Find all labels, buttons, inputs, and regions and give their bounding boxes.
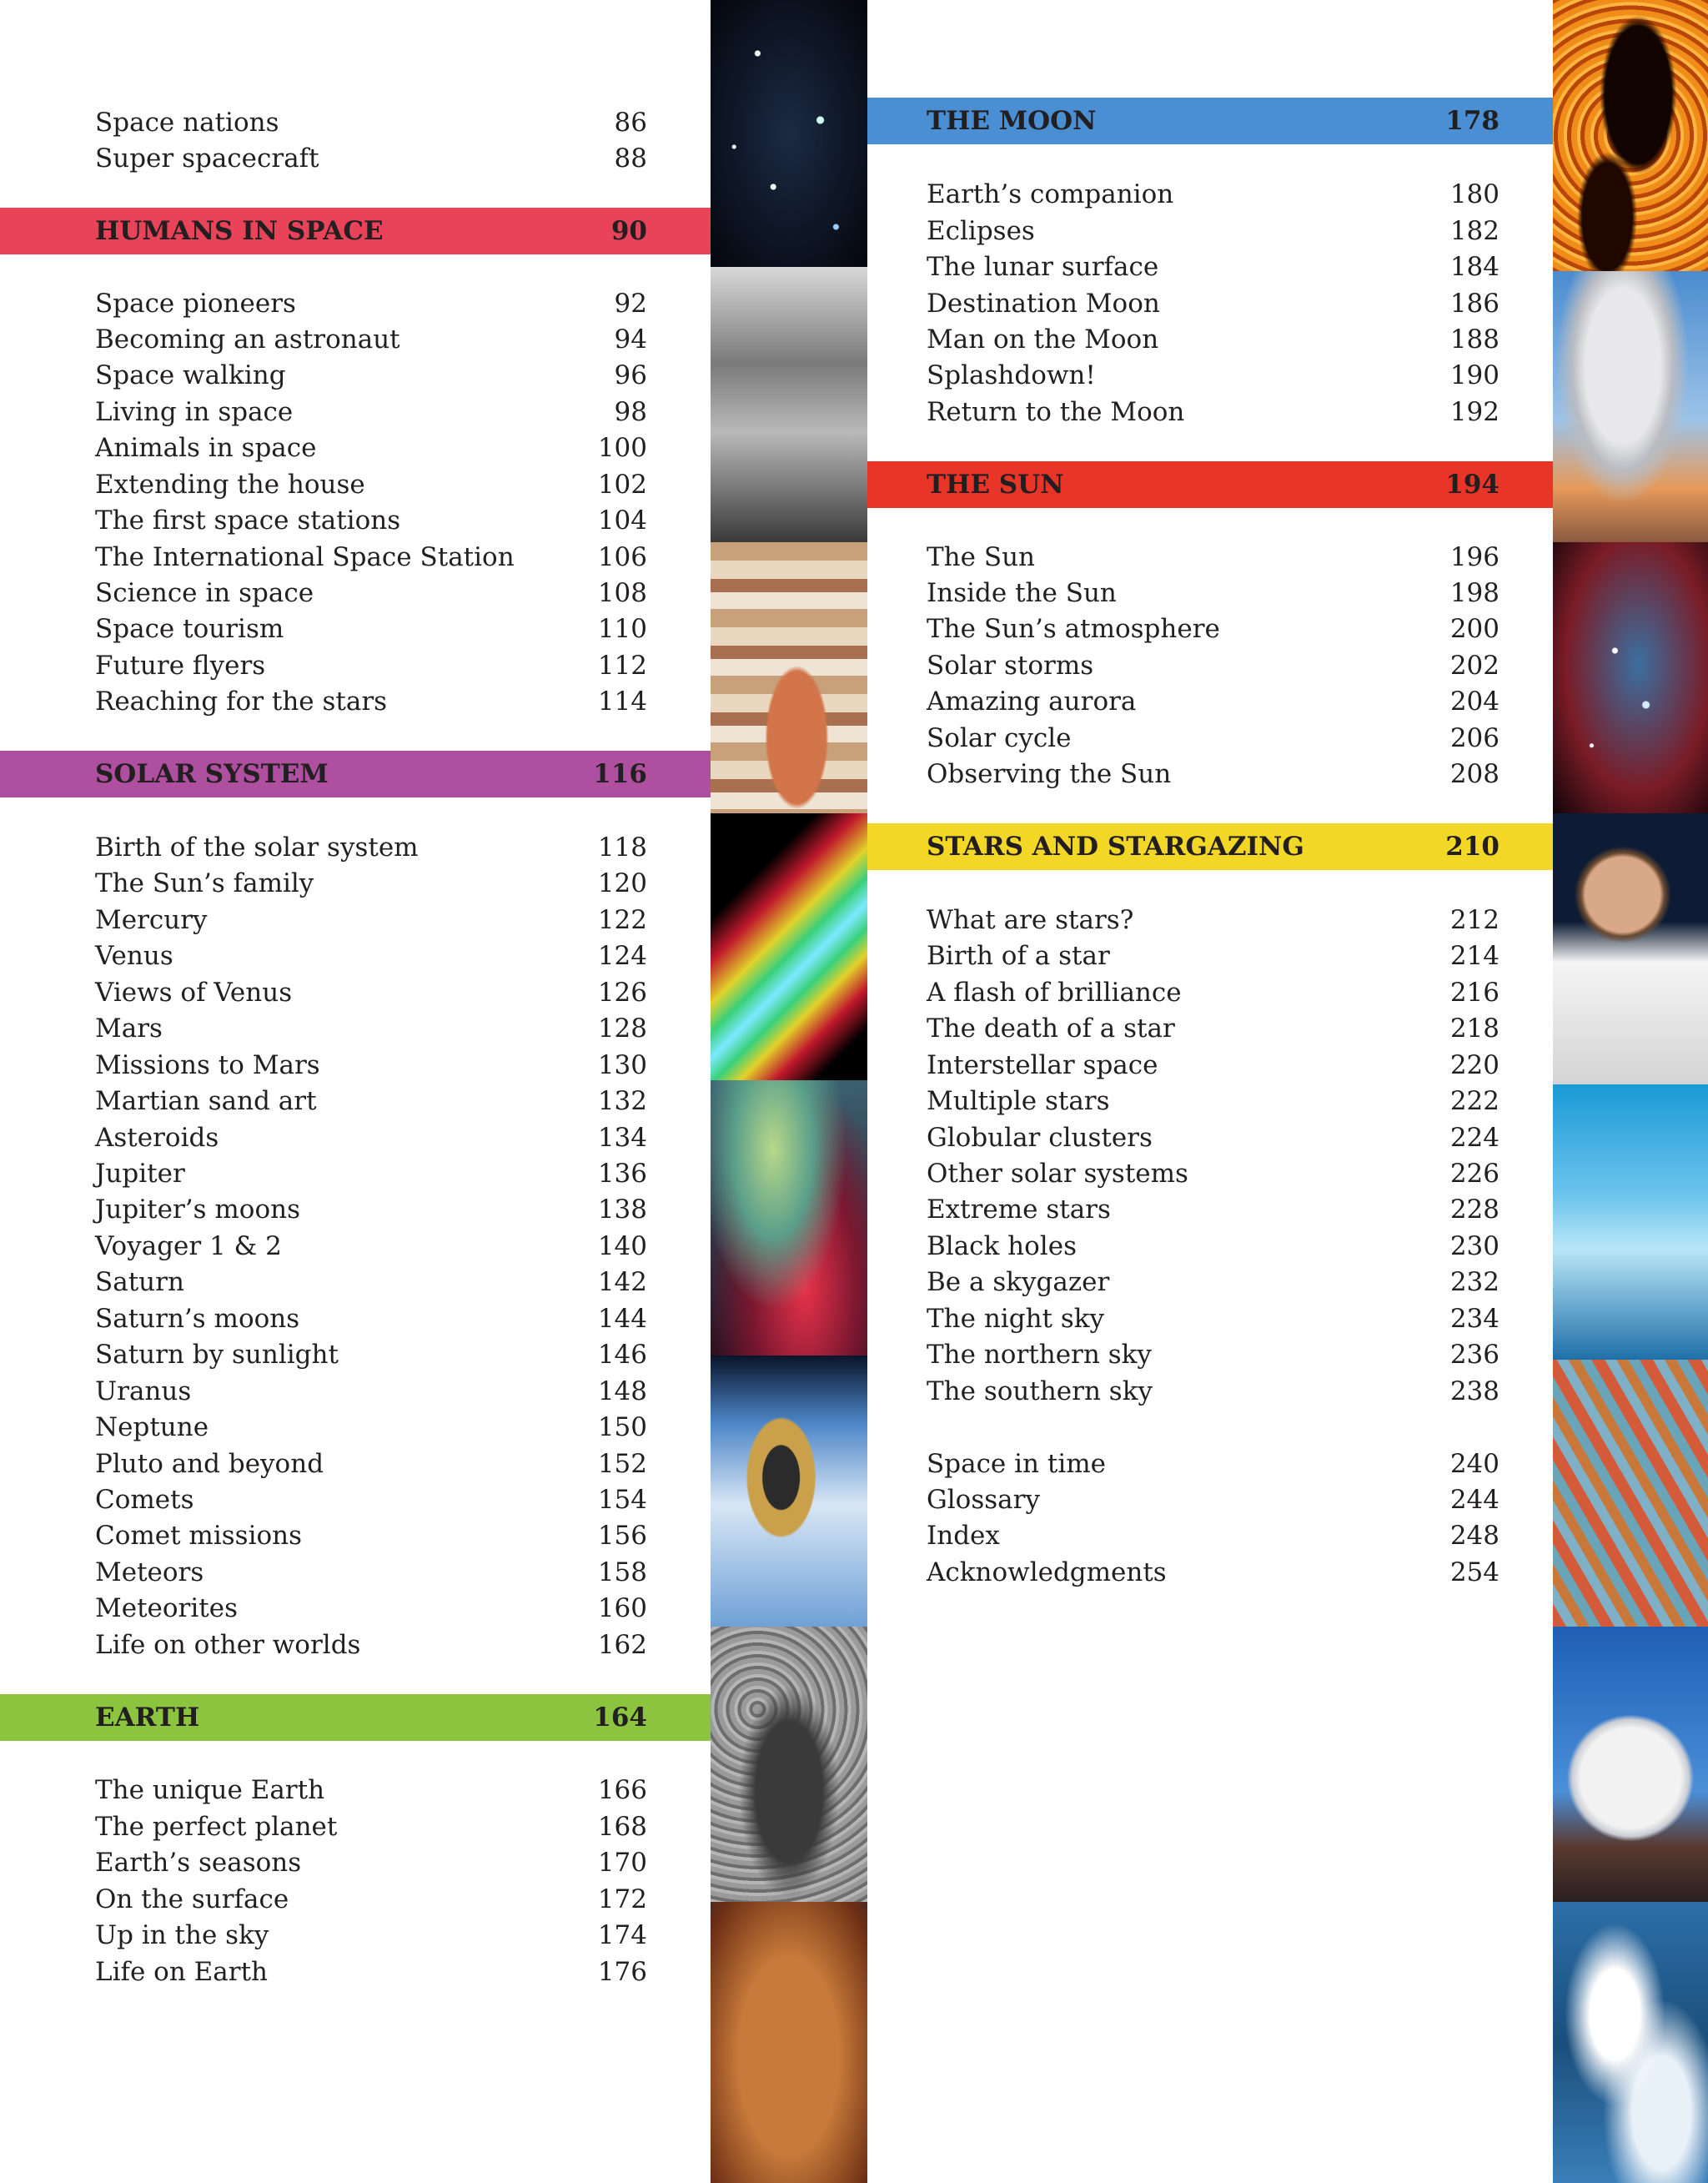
toc-entry[interactable]	[95, 1627, 647, 1663]
toc-entry[interactable]	[95, 576, 647, 611]
toc-entry[interactable]	[927, 1446, 1500, 1482]
toc-entry[interactable]	[95, 1410, 647, 1446]
entry-title: Man on the Moon	[927, 324, 1159, 355]
entry-page: 148	[597, 1376, 647, 1406]
entry-page: 96	[614, 360, 647, 390]
earth-surface-terrain-image	[1553, 1360, 1708, 1627]
entry-page: 110	[597, 614, 647, 644]
toc-entry[interactable]	[927, 358, 1500, 394]
entry-page: 128	[597, 1014, 647, 1044]
toc-entry[interactable]	[95, 1265, 647, 1300]
section-page: 210	[1445, 832, 1500, 862]
toc-entry[interactable]	[927, 249, 1500, 285]
entry-page: 120	[597, 868, 647, 898]
toc-entry[interactable]	[95, 1084, 647, 1119]
entry-page: 218	[1449, 1014, 1500, 1044]
entry-page: 102	[597, 470, 647, 500]
section-title: THE SUN	[927, 470, 1064, 500]
toc-entry[interactable]	[95, 1773, 647, 1808]
entry-title: Mercury	[95, 905, 208, 935]
sunspots-image	[1553, 0, 1708, 271]
entry-page: 190	[1449, 360, 1500, 390]
toc-entry[interactable]	[95, 1591, 647, 1627]
star-cluster-image	[711, 0, 867, 267]
entry-title: Earth’s seasons	[95, 1848, 302, 1878]
toc-entry[interactable]	[95, 684, 647, 720]
toc-entry[interactable]	[95, 286, 647, 322]
toc-entry[interactable]	[95, 648, 647, 684]
toc-entry[interactable]	[95, 358, 647, 394]
entry-title: Science in space	[95, 578, 314, 608]
toc-entry[interactable]	[927, 177, 1500, 213]
entry-page: 182	[1449, 216, 1500, 246]
entry-page: 142	[597, 1267, 647, 1297]
entry-title: Jupiter’s moons	[95, 1195, 300, 1225]
entry-page: 112	[597, 651, 647, 681]
toc-entry[interactable]	[927, 648, 1500, 684]
entry-page: 186	[1449, 289, 1500, 319]
toc-entry[interactable]	[95, 1192, 647, 1228]
entry-title: Index	[927, 1521, 1000, 1551]
entry-page: 206	[1449, 723, 1500, 753]
entry-page: 236	[1449, 1340, 1500, 1370]
toc-entry[interactable]	[927, 322, 1500, 358]
toc-entry[interactable]	[95, 1954, 647, 1990]
entry-page: 138	[597, 1195, 647, 1225]
entry-title: The lunar surface	[927, 252, 1159, 282]
toc-entry[interactable]	[95, 611, 647, 647]
entry-title: Life on other worlds	[95, 1630, 361, 1660]
toc-entry[interactable]	[95, 540, 647, 576]
entry-title: Interstellar space	[927, 1050, 1158, 1080]
toc-entry[interactable]	[927, 1011, 1500, 1047]
section-title: HUMANS IN SPACE	[95, 216, 384, 246]
entry-title: Acknowledgments	[927, 1557, 1167, 1587]
entry-title: Life on Earth	[95, 1957, 269, 1987]
entry-title: Space walking	[95, 360, 286, 390]
toc-entry[interactable]	[95, 395, 647, 430]
toc-entry[interactable]	[927, 1265, 1500, 1300]
entry-title: Voyager 1 & 2	[95, 1231, 282, 1261]
section-page: 90	[610, 216, 647, 246]
section-header-humans-in-space[interactable]	[0, 208, 711, 254]
entry-title: Space nations	[95, 108, 279, 138]
toc-entry[interactable]	[927, 1518, 1500, 1554]
entry-title: Becoming an astronaut	[95, 324, 400, 355]
toc-entry[interactable]	[95, 1518, 647, 1554]
entry-title: Views of Venus	[95, 978, 293, 1008]
toc-entry[interactable]	[927, 1301, 1500, 1337]
entry-page: 158	[597, 1557, 647, 1587]
entry-title: Meteorites	[95, 1593, 238, 1623]
entry-title: Saturn	[95, 1267, 184, 1297]
entry-page: 180	[1449, 179, 1500, 209]
entry-page: 238	[1449, 1376, 1500, 1406]
entry-page: 214	[1449, 941, 1500, 971]
entry-page: 92	[614, 289, 647, 319]
entry-title: The Sun’s atmosphere	[927, 614, 1220, 644]
toc-entry[interactable]	[95, 975, 647, 1011]
entry-title: Splashdown!	[927, 360, 1096, 390]
entry-page: 106	[597, 542, 647, 572]
entry-page: 146	[597, 1340, 647, 1370]
entry-title: Destination Moon	[927, 289, 1160, 319]
entry-page: 230	[1449, 1231, 1500, 1261]
entry-title: Living in space	[95, 397, 294, 427]
entry-title: Jupiter	[95, 1159, 185, 1189]
entry-title: Glossary	[927, 1485, 1040, 1515]
entry-title: Birth of the solar system	[95, 832, 419, 863]
entry-title: Comet missions	[95, 1521, 303, 1551]
entry-title: Earth’s companion	[927, 179, 1174, 209]
entry-title: A flash of brilliance	[927, 978, 1182, 1008]
toc-entry[interactable]	[95, 1374, 647, 1410]
entry-page: 136	[597, 1159, 647, 1189]
entry-title: Observing the Sun	[927, 759, 1172, 789]
entry-title: Multiple stars	[927, 1086, 1110, 1116]
toc-entry[interactable]	[927, 540, 1500, 576]
entry-title: Animals in space	[95, 433, 317, 463]
toc-entry[interactable]	[95, 141, 647, 177]
section-header-solar-system[interactable]	[0, 751, 711, 797]
entry-page: 104	[597, 506, 647, 536]
toc-entry[interactable]	[927, 721, 1500, 757]
entry-page: 244	[1449, 1485, 1500, 1515]
toc-entry[interactable]	[927, 1156, 1500, 1192]
entry-title: Space in time	[927, 1449, 1106, 1479]
earth-clouds-from-space-image	[1553, 1902, 1708, 2183]
toc-entry[interactable]	[927, 576, 1500, 611]
toc-entry[interactable]	[95, 105, 647, 141]
image-strip-right	[1553, 0, 1708, 2183]
entry-title: Saturn by sunlight	[95, 1340, 339, 1370]
entry-page: 188	[1449, 324, 1500, 355]
entry-title: Space tourism	[95, 614, 284, 644]
entry-title: Extreme stars	[927, 1195, 1111, 1225]
toc-entry[interactable]	[95, 322, 647, 358]
section-page: 194	[1445, 470, 1500, 500]
toc-entry[interactable]	[95, 903, 647, 938]
entry-page: 220	[1449, 1050, 1500, 1080]
entry-page: 240	[1449, 1449, 1500, 1479]
jupiter-great-red-spot-image	[711, 542, 867, 813]
entry-title: Be a skygazer	[927, 1267, 1110, 1297]
entry-title: Martian sand art	[95, 1086, 317, 1116]
entry-page: 196	[1449, 542, 1500, 572]
section-title: SOLAR SYSTEM	[95, 759, 329, 789]
entry-page: 170	[597, 1848, 647, 1878]
entry-page: 200	[1449, 614, 1500, 644]
toc-entry[interactable]	[927, 611, 1500, 647]
section-page: 164	[593, 1703, 647, 1733]
entry-page: 166	[597, 1775, 647, 1805]
entry-page: 184	[1449, 252, 1500, 282]
observatory-dome-image	[1553, 1627, 1708, 1902]
entry-title: Solar storms	[927, 651, 1094, 681]
entry-page: 98	[614, 397, 647, 427]
star-cluster-nebula-image	[1553, 542, 1708, 813]
entry-page: 94	[614, 324, 647, 355]
toc-entry[interactable]	[927, 975, 1500, 1011]
entry-page: 126	[597, 978, 647, 1008]
entry-page: 124	[597, 941, 647, 971]
entry-page: 160	[597, 1593, 647, 1623]
image-strip-left	[711, 0, 867, 2183]
entry-page: 226	[1449, 1159, 1500, 1189]
entry-page: 192	[1449, 397, 1500, 427]
entry-page: 100	[597, 433, 647, 463]
entry-page: 208	[1449, 759, 1500, 789]
entry-page: 172	[597, 1884, 647, 1914]
entry-page: 88	[614, 143, 647, 174]
entry-page: 204	[1449, 687, 1500, 717]
toc-entry[interactable]	[927, 684, 1500, 720]
entry-page: 228	[1449, 1195, 1500, 1225]
section-header-the-moon[interactable]	[867, 98, 1553, 144]
toc-entry[interactable]	[95, 1048, 647, 1084]
astronaut-portrait-image	[1553, 813, 1708, 1084]
toc-entry[interactable]	[927, 286, 1500, 322]
entry-title: Mars	[95, 1014, 163, 1044]
entry-page: 108	[597, 578, 647, 608]
section-title: THE MOON	[927, 106, 1097, 136]
toc-entry[interactable]	[927, 1337, 1500, 1373]
entry-page: 222	[1449, 1086, 1500, 1116]
entry-page: 144	[597, 1304, 647, 1334]
toc-entry[interactable]	[95, 430, 647, 466]
toc-entry[interactable]	[927, 1555, 1500, 1591]
entry-page: 154	[597, 1485, 647, 1515]
entry-page: 130	[597, 1050, 647, 1080]
toc-entry[interactable]	[95, 1301, 647, 1337]
entry-page: 118	[597, 832, 647, 863]
section-title: EARTH	[95, 1703, 200, 1733]
entry-title: Solar cycle	[927, 723, 1072, 753]
entry-title: Future flyers	[95, 651, 266, 681]
entry-page: 114	[597, 687, 647, 717]
toc-entry[interactable]	[95, 1011, 647, 1047]
toc-entry[interactable]	[95, 1120, 647, 1156]
entry-title: Saturn’s moons	[95, 1304, 300, 1334]
entry-title: Neptune	[95, 1412, 209, 1442]
entry-page: 176	[597, 1957, 647, 1987]
entry-title: Other solar systems	[927, 1159, 1188, 1189]
entry-page: 248	[1449, 1521, 1500, 1551]
aurora-blue-sky-image	[1553, 1084, 1708, 1360]
entry-title: Birth of a star	[927, 941, 1110, 971]
toc-entry[interactable]	[927, 1048, 1500, 1084]
entry-title: The death of a star	[927, 1014, 1175, 1044]
entry-page: 254	[1449, 1557, 1500, 1587]
entry-title: Missions to Mars	[95, 1050, 320, 1080]
toc-entry[interactable]	[95, 503, 647, 539]
entry-title: Uranus	[95, 1376, 192, 1406]
entry-title: Asteroids	[95, 1123, 219, 1153]
entry-page: 168	[597, 1812, 647, 1842]
toc-entry[interactable]	[95, 1882, 647, 1918]
entry-title: Reaching for the stars	[95, 687, 388, 717]
entry-title: Space pioneers	[95, 289, 296, 319]
entry-page: 86	[614, 108, 647, 138]
radio-telescope-dish-image	[1553, 271, 1708, 542]
toc-entry[interactable]	[927, 938, 1500, 974]
toc-entry[interactable]	[927, 757, 1500, 792]
entry-title: What are stars?	[927, 905, 1134, 935]
entry-title: Return to the Moon	[927, 397, 1185, 427]
entry-page: 156	[597, 1521, 647, 1551]
entry-title: The International Space Station	[95, 542, 515, 572]
entry-title: Comets	[95, 1485, 194, 1515]
entry-page: 162	[597, 1630, 647, 1660]
entry-title: Amazing aurora	[927, 687, 1137, 717]
entry-title: Venus	[95, 941, 173, 971]
entry-title: The first space stations	[95, 506, 401, 536]
entry-title: The northern sky	[927, 1340, 1152, 1370]
toc-entry[interactable]	[95, 1482, 647, 1518]
entry-title: The southern sky	[927, 1376, 1153, 1406]
entry-page: 150	[597, 1412, 647, 1442]
lunar-footprint-image	[711, 1627, 867, 1902]
entry-page: 198	[1449, 578, 1500, 608]
nebula-colorful-image	[711, 1080, 867, 1356]
entry-page: 174	[597, 1920, 647, 1950]
entry-page: 132	[597, 1086, 647, 1116]
entry-title: Up in the sky	[95, 1920, 269, 1950]
entry-title: The Sun	[927, 542, 1036, 572]
toc-entry[interactable]	[95, 938, 647, 974]
toc-entry[interactable]	[95, 1845, 647, 1881]
entry-title: The Sun’s family	[95, 868, 314, 898]
entry-title: Inside the Sun	[927, 578, 1117, 608]
toc-entry[interactable]	[927, 1374, 1500, 1410]
section-title: STARS AND STARGAZING	[927, 832, 1304, 862]
entry-page: 224	[1449, 1123, 1500, 1153]
entry-title: Globular clusters	[927, 1123, 1153, 1153]
toc-entry[interactable]	[95, 866, 647, 902]
entry-page: 152	[597, 1449, 647, 1479]
section-header-the-sun[interactable]	[867, 461, 1553, 508]
entry-page: 234	[1449, 1304, 1500, 1334]
toc-entry[interactable]	[95, 1555, 647, 1591]
entry-page: 216	[1449, 978, 1500, 1008]
toc-entry[interactable]	[927, 1084, 1500, 1119]
entry-title: Black holes	[927, 1231, 1077, 1261]
toc-entry[interactable]	[927, 1482, 1500, 1518]
entry-title: Pluto and beyond	[95, 1449, 324, 1479]
section-header-earth[interactable]	[0, 1694, 711, 1741]
toc-entry[interactable]	[927, 1192, 1500, 1228]
entry-page: 140	[597, 1231, 647, 1261]
entry-title: The night sky	[927, 1304, 1105, 1334]
toc-entry[interactable]	[95, 1918, 647, 1954]
section-page: 178	[1445, 106, 1500, 136]
entry-page: 212	[1449, 905, 1500, 935]
astronaut-monochrome-image	[711, 267, 867, 542]
entry-title: On the surface	[95, 1884, 289, 1914]
toc-entry[interactable]	[95, 830, 647, 866]
entry-title: The perfect planet	[95, 1812, 338, 1842]
entry-page: 134	[597, 1123, 647, 1153]
toc-entry[interactable]	[927, 903, 1500, 938]
section-header-stars-and-stargazing[interactable]	[867, 823, 1553, 870]
toc-entry[interactable]	[927, 395, 1500, 430]
toc-entry[interactable]	[927, 214, 1500, 249]
entry-title: Extending the house	[95, 470, 365, 500]
toc-entry[interactable]	[95, 1809, 647, 1845]
toc-entry[interactable]	[95, 1156, 647, 1192]
entry-title: The unique Earth	[95, 1775, 325, 1805]
entry-title: Super spacecraft	[95, 143, 319, 174]
satellite-over-earth-image	[711, 1356, 867, 1627]
entry-page: 232	[1449, 1267, 1500, 1297]
section-page: 116	[593, 759, 647, 789]
toc-entry[interactable]	[95, 1337, 647, 1373]
toc-entry[interactable]	[95, 467, 647, 503]
toc-entry[interactable]	[95, 1446, 647, 1482]
toc-entry[interactable]	[927, 1120, 1500, 1156]
entry-title: Eclipses	[927, 216, 1035, 246]
radio-galaxy-false-color-image	[711, 813, 867, 1080]
eagle-nebula-pillar-image	[711, 1902, 867, 2183]
entry-page: 202	[1449, 651, 1500, 681]
toc-entry[interactable]	[95, 1229, 647, 1265]
entry-page: 122	[597, 905, 647, 935]
toc-entry[interactable]	[927, 1229, 1500, 1265]
entry-title: Meteors	[95, 1557, 204, 1587]
